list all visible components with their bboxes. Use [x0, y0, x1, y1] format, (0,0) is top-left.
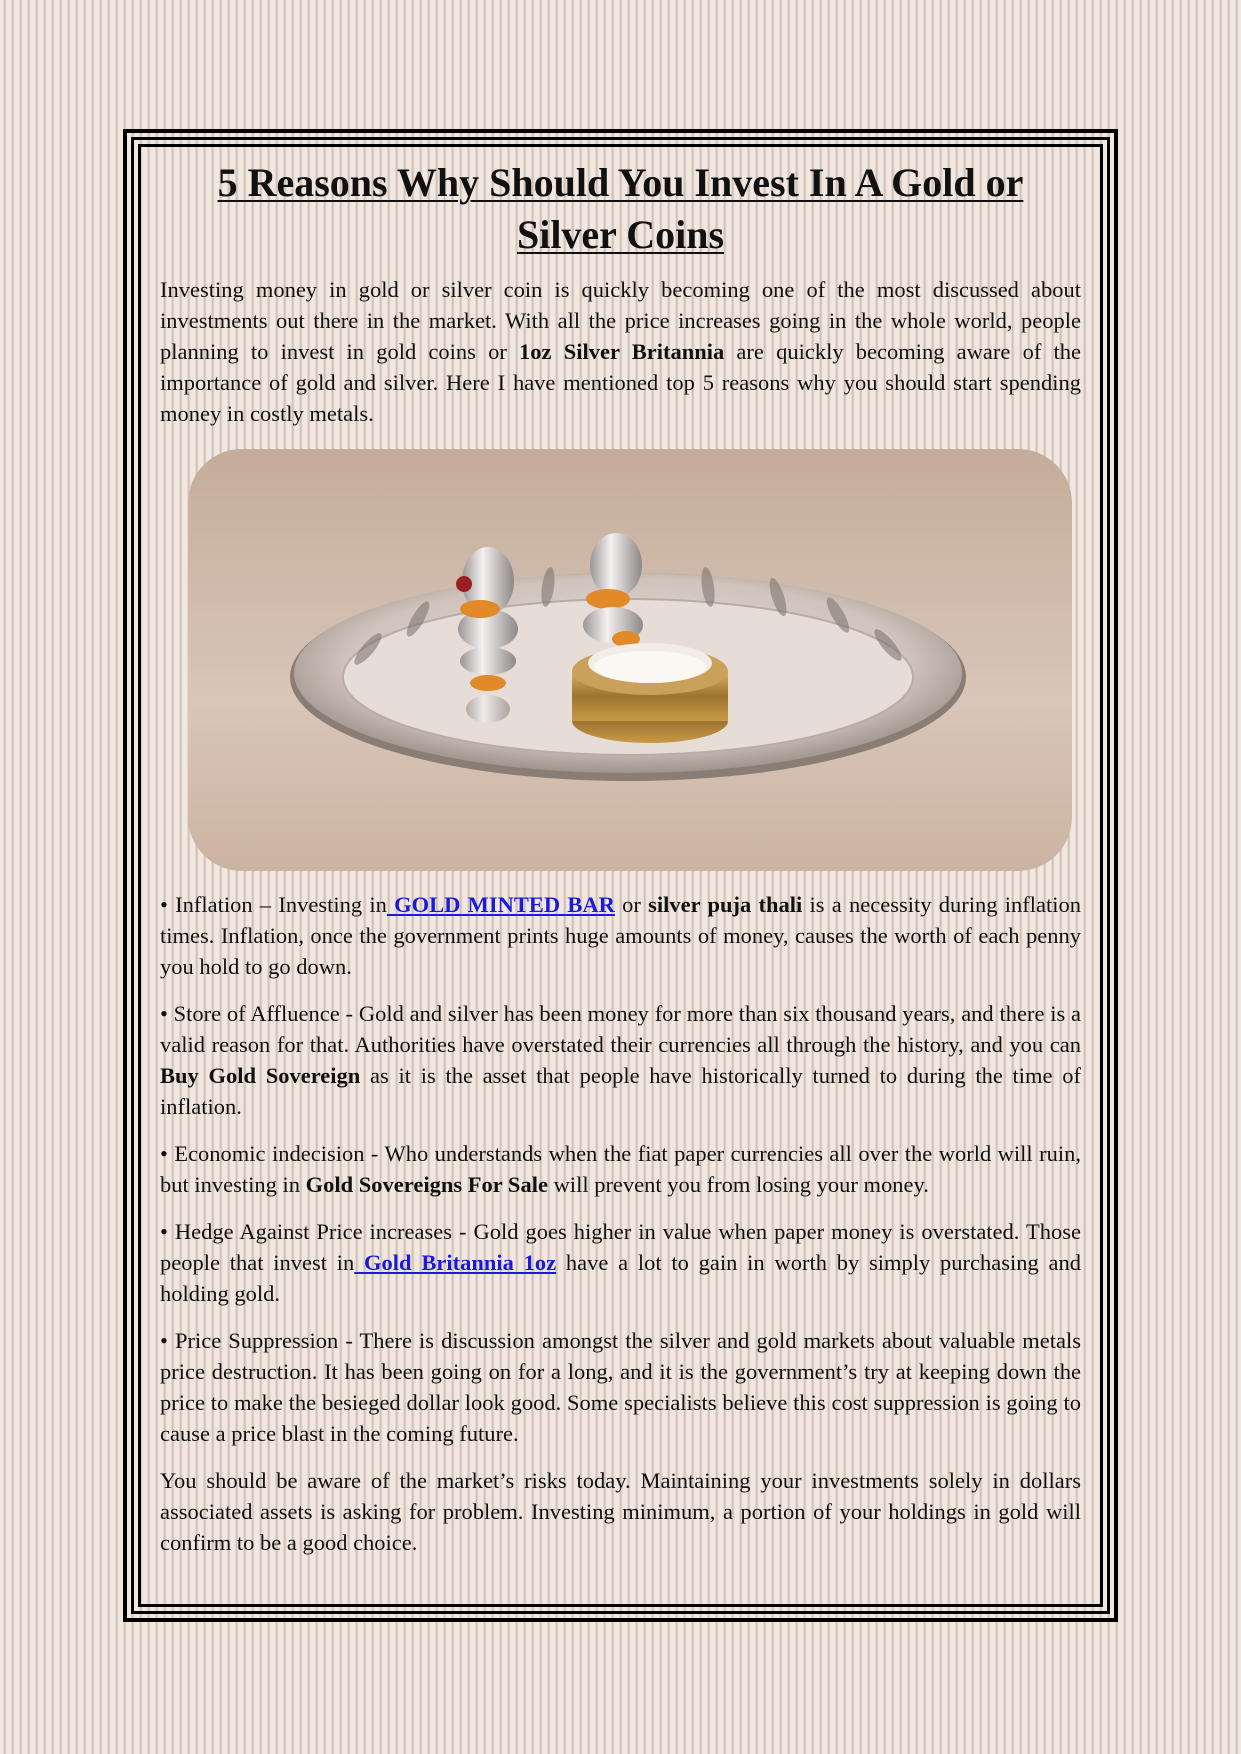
reason-bold-term: Buy Gold Sovereign	[160, 1063, 361, 1088]
reason-text: • Inflation – Investing in	[160, 892, 387, 917]
reason-inflation	[160, 889, 1081, 982]
reason-text: • Hedge Against Price increases - Gold goes higher in value when paper money is overstated. Those people that invest in	[160, 1219, 1081, 1275]
gold-minted-bar-link[interactable]: GOLD MINTED BAR	[386, 892, 615, 917]
reason-store-of-affluence	[160, 998, 1081, 1122]
content-area	[138, 144, 1103, 1607]
reason-bold-term: silver puja thali	[648, 892, 803, 917]
intro-bold-term: 1oz Silver Britannia	[519, 339, 725, 364]
reason-economic-indecision	[160, 1138, 1081, 1200]
puja-thali-photo	[188, 449, 1072, 871]
reason-text: • Store of Affluence - Gold and silver has been money for more than six thousand years, and there is a valid reason for that. Authorities have overstated their currencies all through the history, and you can	[160, 1001, 1081, 1057]
reason-text: or	[614, 892, 649, 917]
gold-britannia-link[interactable]: Gold Britannia 1oz	[354, 1250, 557, 1275]
reason-bold-term: Gold Sovereigns For Sale	[305, 1172, 548, 1197]
intro-paragraph	[160, 274, 1081, 429]
conclusion-paragraph: You should be aware of the market’s risks today. Maintaining your investments solely in dollars associated assets is asking for problem. Investing minimum, a portion of your holdings in gold will confirm to be a good choice.	[160, 1468, 1081, 1555]
page-border	[123, 129, 1118, 1622]
reason-text: is a necessity during inflation times. Inflation, once the government prints huge amounts of money, causes the worth of each penny you hold to go down.	[160, 892, 1081, 979]
reason-text: • Economic indecision - Who understands when the fiat paper currencies all over the world will ruin, but investing in	[160, 1141, 1081, 1197]
reason-text: as it is the asset that people have historically turned to during the time of inflation.	[160, 1063, 1082, 1119]
intro-text-end: are quickly becoming aware of the importance of gold and silver. Here I have mentioned top 5 reasons why you should start spending money in costly metals.	[160, 339, 1081, 426]
puja-thali-photo-icon	[188, 449, 1072, 871]
page-title: 5 Reasons Why Should You Invest In A Gold or Silver Coins	[217, 160, 1024, 257]
page-border-inner	[131, 137, 1110, 1614]
intro-text: Investing money in gold or silver coin is quickly becoming one of the most discussed about investments out there in the market. With all the price increases going in the whole world, people planning to invest in gold coins or	[160, 277, 1081, 364]
reason-hedge	[160, 1216, 1081, 1309]
reason-text: have a lot to gain in worth by simply purchasing and holding gold.	[160, 1250, 1081, 1306]
reason-text: will prevent you from losing your money.	[547, 1172, 929, 1197]
reason-price-suppression: • Price Suppression - There is discussion amongst the silver and gold markets about valuable metals price destruction. It has been going on for a long, and it is the government’s try at keeping down the price to make the besieged dollar look good. Some specialists believe this cost suppression is going to cause a price blast in the coming future.	[160, 1328, 1081, 1446]
